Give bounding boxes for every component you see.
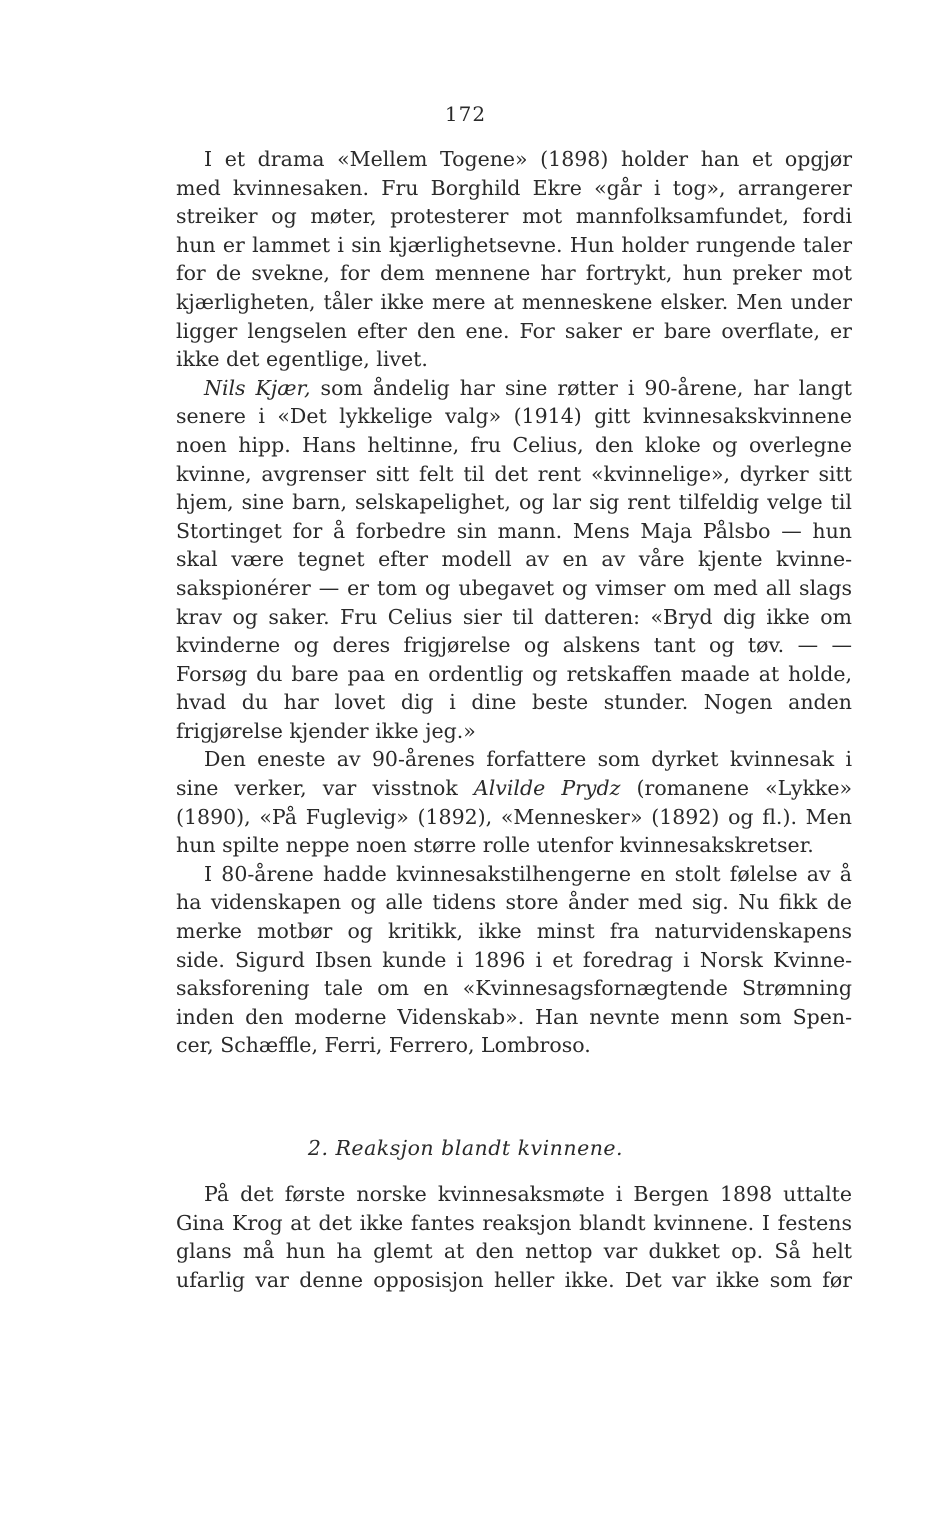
text-line (176, 745, 852, 774)
text-segment: hjem, sine barn, selskapelighet, og lar sig rent tilfeldig velge til (176, 490, 852, 515)
text-line (176, 1237, 852, 1266)
text-line (176, 888, 852, 917)
text-line (176, 574, 852, 603)
text-segment: kjærligheten, tåler ikke mere at menneskene elsker. Men under (176, 289, 852, 314)
text-line (176, 688, 852, 717)
text-segment: som åndelig har sine røtter i 90-årene, har langt (310, 375, 852, 400)
text-segment: I et drama «Mellem Togene» (1898) holder han et opgjør (204, 147, 852, 171)
text-segment: inden den moderne Videnskab». Han nevnte menn som Spen- (176, 1004, 852, 1029)
text-segment: merke motbør og kritikk, ikke minst fra naturvidenskapens (176, 919, 852, 944)
text-segment: noen hipp. Hans heltinne, fru Celius, den kloke og overlegne (176, 432, 852, 457)
text-line (176, 488, 852, 517)
text-segment: glans må hun ha glemt at den nettop var dukket op. Så helt (176, 1239, 852, 1264)
italic-text: Nils Kjær, (204, 375, 311, 400)
text-segment: saksforening tale om en «Kvinnesagsfornægtende Strømning (176, 976, 852, 1001)
text-line (176, 946, 852, 975)
text-line (176, 717, 852, 746)
body-text-section-1 (176, 145, 852, 1060)
text-segment: hun er lammet i sin kjærlighetsevne. Hun holder rungende taler (176, 232, 852, 257)
text-segment: ufarlig var denne opposisjon heller ikke. Det var ikke som før (176, 1267, 852, 1292)
text-line (176, 1003, 852, 1032)
text-segment: med kvinnesaken. Fru Borghild Ekre «går i tog», arrangerer (176, 175, 852, 200)
text-segment: cer, Schæffle, Ferri, Ferrero, Lombroso. (176, 1033, 591, 1058)
text-segment: Stortinget for å forbedre sin mann. Mens Maja Pålsbo — hun (176, 518, 852, 543)
text-line (176, 517, 852, 546)
text-line (176, 374, 852, 403)
text-segment: kvinderne og deres frigjørelse og alskens tant og tøv. — — (176, 633, 852, 658)
text-line (176, 145, 852, 174)
text-segment: Den eneste av 90-årenes forfattere som dyrket kvinnesak i (204, 747, 852, 772)
text-segment: kvinne, avgrenser sitt felt til det rent «kvinnelige», dyrker sitt (176, 461, 852, 486)
text-segment: frigjørelse kjender ikke jeg.» (176, 718, 476, 743)
text-segment: hvad du har lovet dig i dine beste stunder. Nogen anden (176, 690, 852, 715)
text-line (176, 1031, 852, 1060)
text-line (176, 345, 852, 374)
text-line (176, 803, 852, 832)
text-line (176, 460, 852, 489)
text-line (176, 317, 852, 346)
text-line (176, 431, 852, 460)
text-line (176, 202, 852, 231)
text-segment: side. Sigurd Ibsen kunde i 1896 i et foredrag i Norsk Kvinne- (176, 947, 852, 972)
text-segment: (romanene «Lykke» (620, 776, 852, 801)
text-segment: ha videnskapen og alle tidens store ånder med sig. Nu fikk de (176, 890, 852, 915)
body-text-section-2 (176, 1180, 852, 1294)
text-segment: senere i «Det lykkelige valg» (1914) gitt kvinnesakskvinnene (176, 404, 852, 429)
text-segment: Forsøg du bare paa en ordentlig og retskaffen maade at holde, (176, 661, 852, 686)
text-line (176, 1266, 852, 1295)
page-number: 172 (444, 102, 487, 126)
text-segment: skal være tegnet efter modell av en av våre kjente kvinne- (176, 547, 852, 572)
text-line (176, 974, 852, 1003)
text-segment: (1890), «På Fuglevig» (1892), «Mennesker» (1892) og fl.). Men (176, 804, 852, 829)
text-segment: hun spilte neppe noen større rolle utenfor kvinnesakskretser. (176, 833, 814, 858)
text-line (176, 860, 852, 889)
text-line (176, 917, 852, 946)
text-line (176, 774, 852, 803)
text-segment: streiker og møter, protesterer mot mannfolksamfundet, fordi (176, 204, 852, 229)
text-line (176, 174, 852, 203)
text-segment: I 80-årene hadde kvinnesakstilhengerne en stolt følelse av å (204, 861, 852, 886)
text-segment: krav og saker. Fru Celius sier til datteren: «Bryd dig ikke om (176, 604, 852, 629)
text-line (176, 259, 852, 288)
text-line (176, 402, 852, 431)
text-segment: På det første norske kvinnesaksmøte i Bergen 1898 uttalte (204, 1182, 852, 1206)
text-line (176, 831, 852, 860)
text-segment: sine verker, var visstnok (176, 776, 474, 801)
text-segment: ikke det egentlige, livet. (176, 347, 428, 372)
text-segment: Gina Krog at det ikke fantes reaksjon blandt kvinnene. I festens (176, 1210, 852, 1235)
text-line (176, 288, 852, 317)
text-segment: for de svekne, for dem mennene har fortrykt, hun preker mot (176, 261, 852, 286)
text-line (176, 545, 852, 574)
text-segment: sakspionérer — er tom og ubegavet og vimser om med all slags (176, 575, 852, 600)
text-line (176, 231, 852, 260)
text-line (176, 631, 852, 660)
text-segment: ligger lengselen efter den ene. For saker er bare overflate, er (176, 318, 852, 343)
section-heading: 2. Reaksjon blandt kvinnene. (307, 1136, 624, 1160)
text-line (176, 603, 852, 632)
text-line (176, 1180, 852, 1209)
text-line (176, 1209, 852, 1238)
italic-text: Alvilde Prydz (473, 776, 621, 801)
text-line (176, 660, 852, 689)
